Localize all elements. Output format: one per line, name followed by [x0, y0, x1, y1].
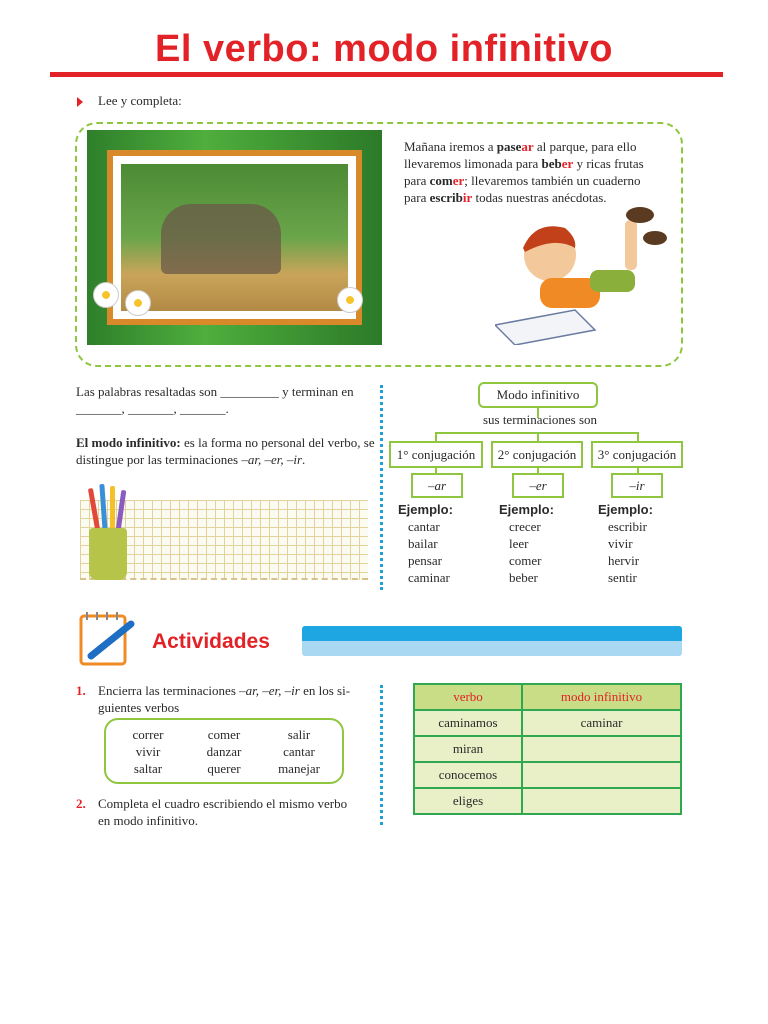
examples-er: Ejemplo: crecer leer comer beber	[499, 502, 554, 585]
example-word: escribir	[608, 519, 647, 534]
verb-word[interactable]: vivir	[135, 744, 161, 759]
table-answer-cell[interactable]	[522, 788, 681, 814]
activity-2: 2. Completa el cuadro escribiendo el mismo verbo en modo infinitivo.	[76, 796, 348, 828]
story-paragraph	[404, 138, 644, 206]
example-word: caminar	[408, 570, 450, 585]
table-cell: miran	[414, 736, 522, 762]
verb-word[interactable]: manejar	[278, 761, 320, 776]
table-answer-cell[interactable]: caminar	[522, 710, 681, 736]
table-row	[414, 788, 681, 814]
diagram-root: Modo infinitivo	[478, 382, 598, 408]
example-word: sentir	[608, 570, 637, 585]
column-divider	[380, 685, 383, 825]
verb-word[interactable]: salir	[287, 727, 311, 742]
examples-ar: Ejemplo: cantar bailar pensar caminar	[398, 502, 453, 585]
verb-word[interactable]: cantar	[283, 744, 315, 759]
family-figures	[161, 204, 281, 274]
page-title: El verbo: modo infinitivo	[155, 28, 613, 70]
example-word: crecer	[509, 519, 541, 534]
highlighted-verb-pasear: pasear	[496, 139, 534, 154]
story-text-4: ; llevaremos también un cuaderno para	[404, 173, 641, 205]
flower-icon	[93, 282, 119, 308]
example-word: bailar	[408, 536, 438, 551]
table-answer-cell[interactable]	[522, 736, 681, 762]
table-row	[414, 762, 681, 788]
example-word: comer	[509, 553, 542, 568]
story-text-5: todas nuestras anécdotas.	[472, 190, 607, 205]
verb-table	[413, 683, 682, 815]
table-header-row	[414, 684, 681, 710]
family-photo-image	[121, 164, 348, 311]
activities-heading: Actividades	[152, 630, 270, 653]
verb-word[interactable]: correr	[132, 727, 164, 742]
column-divider	[380, 385, 383, 590]
fill-blank-sentence: Las palabras resaltadas son _________ y terminan en _______, _______, _______.	[76, 384, 354, 416]
conjugation-1: 1° conjugación	[389, 441, 483, 468]
flower-icon	[337, 287, 363, 313]
table-cell: conocemos	[414, 762, 522, 788]
ending-ar: –ar	[411, 473, 463, 498]
table-header: verbo	[414, 684, 522, 710]
boy-writing-illustration	[495, 200, 670, 345]
ending-ir: –ir	[611, 473, 663, 498]
verb-word[interactable]: danzar	[206, 744, 242, 759]
example-word: cantar	[408, 519, 440, 534]
story-text-2: al parque, para ello llevaremos limonada para	[404, 139, 637, 171]
story-text-3: y ricas frutas para	[404, 156, 644, 188]
pencil-cup-icon	[89, 528, 127, 580]
conjugation-2: 2° conjugación	[491, 441, 583, 468]
verb-word[interactable]: comer	[207, 727, 241, 742]
pencil-icon	[110, 486, 115, 534]
story-text-1: Mañana iremos a	[404, 139, 497, 154]
verb-word[interactable]: saltar	[133, 761, 163, 776]
activity-1: 1. Encierra las terminaciones –ar, –er, –ir en los si- guientes verbos	[76, 683, 351, 715]
ending-er: –er	[512, 473, 564, 498]
example-word: hervir	[608, 553, 640, 568]
example-word: beber	[509, 570, 538, 585]
bullet-icon	[77, 97, 83, 107]
table-row	[414, 736, 681, 762]
examples-ir: Ejemplo: escribir vivir hervir sentir	[598, 502, 653, 585]
verb-word[interactable]: querer	[207, 761, 241, 776]
table-answer-cell[interactable]	[522, 762, 681, 788]
instruction: Lee y completa:	[98, 93, 182, 108]
conjugation-3: 3° conjugación	[591, 441, 683, 468]
table-cell: caminamos	[414, 710, 522, 736]
highlighted-verb-beber: beber	[541, 156, 574, 171]
definition-term: El modo infinitivo:	[76, 435, 181, 450]
table-header: modo infinitivo	[522, 684, 681, 710]
table-cell: eliges	[414, 788, 522, 814]
table-row	[414, 710, 681, 736]
flower-icon	[125, 290, 151, 316]
diagram-subtitle: sus terminaciones son	[482, 412, 598, 427]
highlighted-verb-escribir: escribir	[429, 190, 473, 205]
definition-text: El modo infinitivo: es la forma no personal del verbo, se distingue por las terminaciones –ar, –er, –ir.	[76, 435, 375, 467]
example-word: vivir	[608, 536, 633, 551]
activities-banner	[302, 626, 682, 656]
highlighted-verb-comer: comer	[429, 173, 465, 188]
example-word: leer	[509, 536, 529, 551]
title-underline	[50, 72, 723, 77]
notebook-pen-icon	[77, 606, 135, 668]
example-word: pensar	[408, 553, 442, 568]
